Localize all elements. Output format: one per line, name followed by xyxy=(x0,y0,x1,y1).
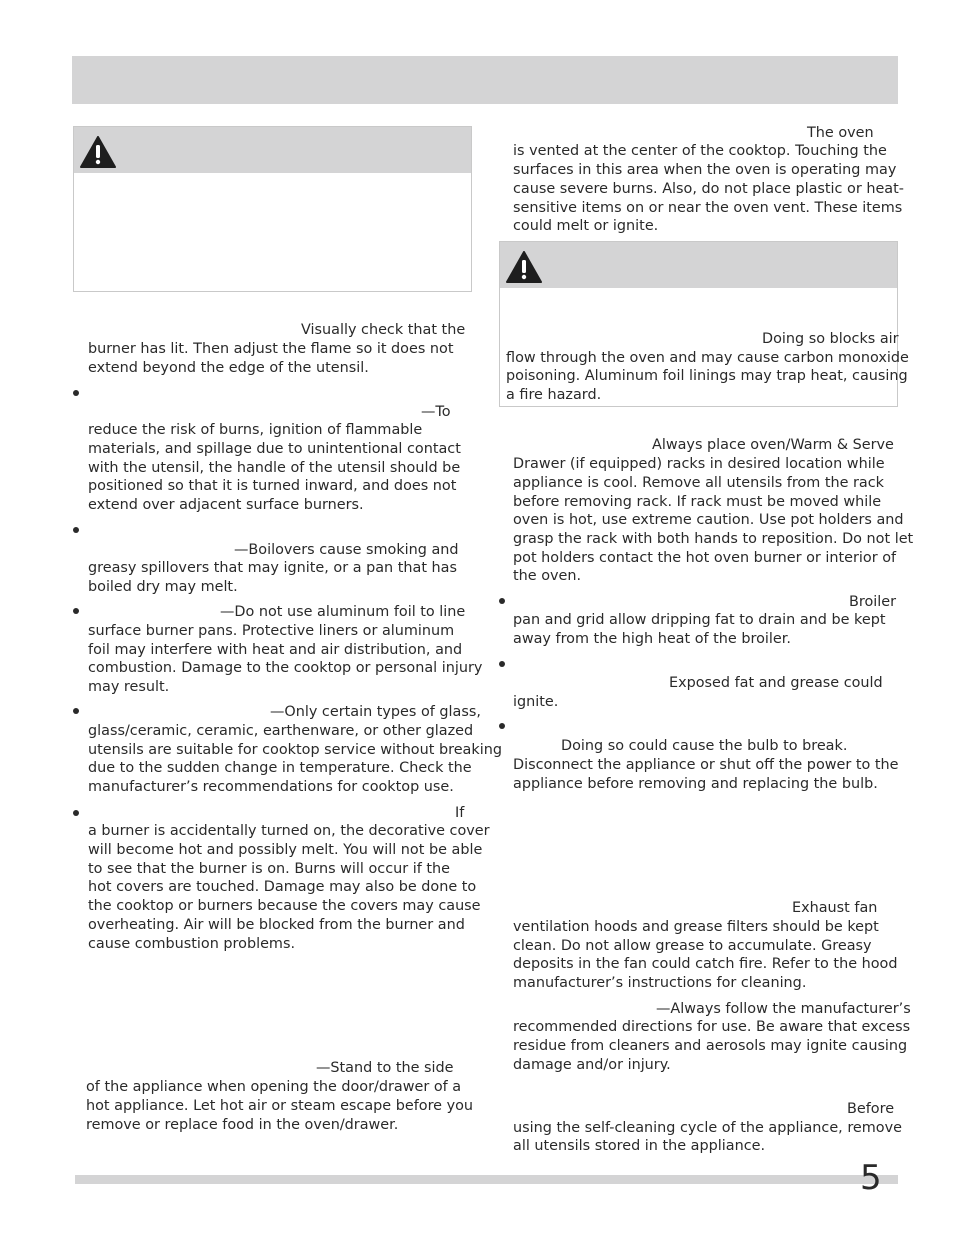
right-b1-line: away from the high heat of the broiler. xyxy=(513,631,791,647)
left-p1-line: extend beyond the edge of the utensil. xyxy=(88,360,369,376)
left-p1-line: Visually check that the xyxy=(301,322,466,338)
left-b5-line: If xyxy=(455,805,465,821)
left-p1-line: burner has lit. Then adjust the flame so it does not xyxy=(88,341,454,357)
right-p3-line: ventilation hoods and grease filters should be kept xyxy=(513,919,879,935)
right-p2-line: oven is hot, use extreme caution. Use pot holders and xyxy=(513,512,904,528)
right-b3-line: appliance before removing and replacing the bulb. xyxy=(513,776,878,792)
warning-box-left xyxy=(73,126,472,292)
warning-line: Doing so blocks air xyxy=(762,331,899,347)
left-b1-line: —To xyxy=(421,404,451,420)
left-b3-line: —Do not use aluminum foil to line xyxy=(220,604,466,620)
left-b5-line: cause combustion problems. xyxy=(88,936,296,952)
page-number: 5 xyxy=(860,1158,882,1198)
warning-box-right xyxy=(499,241,909,407)
left-b4-line: —Only certain types of glass, xyxy=(270,704,481,720)
bullet xyxy=(73,390,79,396)
left-p2-line: of the appliance when opening the door/drawer of a xyxy=(86,1079,462,1095)
left-b3-line: foil may interfere with heat and air distribution, and xyxy=(88,642,463,658)
right-p4-line: recommended directions for use. Be aware that excess xyxy=(513,1019,911,1035)
right-b3-line: Doing so could cause the bulb to break. xyxy=(561,738,848,754)
footer-bar xyxy=(75,1175,898,1184)
bullet xyxy=(73,708,79,714)
right-p5-line: all utensils stored in the appliance. xyxy=(513,1138,766,1154)
left-b5-line: will become hot and possibly melt. You will not be able xyxy=(88,842,483,858)
left-b4-line: utensils are suitable for cooktop service without breaking xyxy=(88,742,502,758)
left-b1-line: materials, and spillage due to unintentional contact xyxy=(88,441,461,457)
right-b2-line: ignite. xyxy=(513,694,559,710)
left-b5-line: the cooktop or burners because the covers may cause xyxy=(88,898,481,914)
right-p1-line: is vented at the center of the cooktop. Touching the xyxy=(513,143,887,159)
left-b5-line: overheating. Air will be blocked from the burner and xyxy=(88,917,465,933)
right-p1-line: The oven xyxy=(807,125,874,141)
left-b2-line: greasy spillovers that may ignite, or a pan that has xyxy=(88,560,457,576)
warning-line: a fire hazard. xyxy=(506,387,602,403)
bullet xyxy=(499,598,505,604)
left-b4-line: glass/ceramic, ceramic, earthenware, or other glazed xyxy=(88,723,474,739)
right-p3-line: manufacturer’s instructions for cleaning. xyxy=(513,975,807,991)
right-p1-line: cause severe burns. Also, do not place plastic or heat- xyxy=(513,181,904,197)
bullet xyxy=(73,527,79,533)
right-p5-line: using the self-cleaning cycle of the appliance, remove xyxy=(513,1120,902,1136)
warning-triangle-icon xyxy=(80,136,116,168)
warning-box-header xyxy=(500,242,897,288)
left-b4-line: due to the sudden change in temperature. Check the xyxy=(88,760,472,776)
left-b3-line: may result. xyxy=(88,679,170,695)
right-b1-line: Broiler xyxy=(849,594,897,610)
right-p3-line: deposits in the fan could catch fire. Refer to the hood xyxy=(513,956,898,972)
right-b1-line: pan and grid allow dripping fat to drain and be kept xyxy=(513,612,886,628)
right-p4-line: damage and/or injury. xyxy=(513,1057,671,1073)
left-b5-line: a burner is accidentally turned on, the decorative cover xyxy=(88,823,490,839)
right-p2-line: appliance is cool. Remove all utensils from the rack xyxy=(513,475,885,491)
left-b1-line: reduce the risk of burns, ignition of flammable xyxy=(88,422,423,438)
left-b5-line: to see that the burner is on. Burns will occur if the xyxy=(88,861,450,877)
left-b2-line: boiled dry may melt. xyxy=(88,579,238,595)
left-b3-line: surface burner pans. Protective liners or aluminum xyxy=(88,623,455,639)
right-p3-line: Exhaust fan xyxy=(792,900,878,916)
right-p2-line: the oven. xyxy=(513,568,582,584)
left-b5-line: hot covers are touched. Damage may also be done to xyxy=(88,879,477,895)
right-p2-line: before removing rack. If rack must be moved while xyxy=(513,494,882,510)
warning-line: poisoning. Aluminum foil linings may trap heat, causing xyxy=(506,368,908,384)
right-b2-line: Exposed fat and grease could xyxy=(669,675,883,691)
left-b4-line: manufacturer’s recommendations for cooktop use. xyxy=(88,779,454,795)
left-p2-line: remove or replace food in the oven/drawer. xyxy=(86,1117,399,1133)
right-p1-line: sensitive items on or near the oven vent. These items xyxy=(513,200,903,216)
bullet xyxy=(73,810,79,816)
warning-line: flow through the oven and may cause carbon monoxide xyxy=(506,350,909,366)
left-b1-line: extend over adjacent surface burners. xyxy=(88,497,364,513)
right-p5-line: Before xyxy=(847,1101,895,1117)
left-b3-line: combustion. Damage to the cooktop or personal injury xyxy=(88,660,483,676)
right-p2-line: pot holders contact the hot oven burner or interior of xyxy=(513,550,897,566)
right-p1-line: could melt or ignite. xyxy=(513,218,659,234)
header-band xyxy=(72,56,898,104)
right-p2-line: grasp the rack with both hands to reposition. Do not let xyxy=(513,531,914,547)
right-p4-line: —Always follow the manufacturer’s xyxy=(656,1001,911,1017)
right-p2-line: Drawer (if equipped) racks in desired location while xyxy=(513,456,885,472)
bullet xyxy=(499,661,505,667)
bullet xyxy=(499,723,505,729)
right-p2-line: Always place oven/Warm & Serve xyxy=(652,437,894,453)
right-p1-line: surfaces in this area when the oven is operating may xyxy=(513,162,897,178)
left-b1-line: positioned so that it is turned inward, and does not xyxy=(88,478,457,494)
warning-triangle-icon xyxy=(506,251,542,283)
right-p4-line: residue from cleaners and aerosols may ignite causing xyxy=(513,1038,908,1054)
right-p3-line: clean. Do not allow grease to accumulate. Greasy xyxy=(513,938,872,954)
right-b3-line: Disconnect the appliance or shut off the power to the xyxy=(513,757,899,773)
left-p2-line: hot appliance. Let hot air or steam escape before you xyxy=(86,1098,474,1114)
bullet xyxy=(73,608,79,614)
warning-box-header xyxy=(74,127,471,173)
left-p2-line: —Stand to the side xyxy=(316,1060,454,1076)
left-b1-line: with the utensil, the handle of the utensil should be xyxy=(88,460,461,476)
left-b2-line: —Boilovers cause smoking and xyxy=(234,542,459,558)
